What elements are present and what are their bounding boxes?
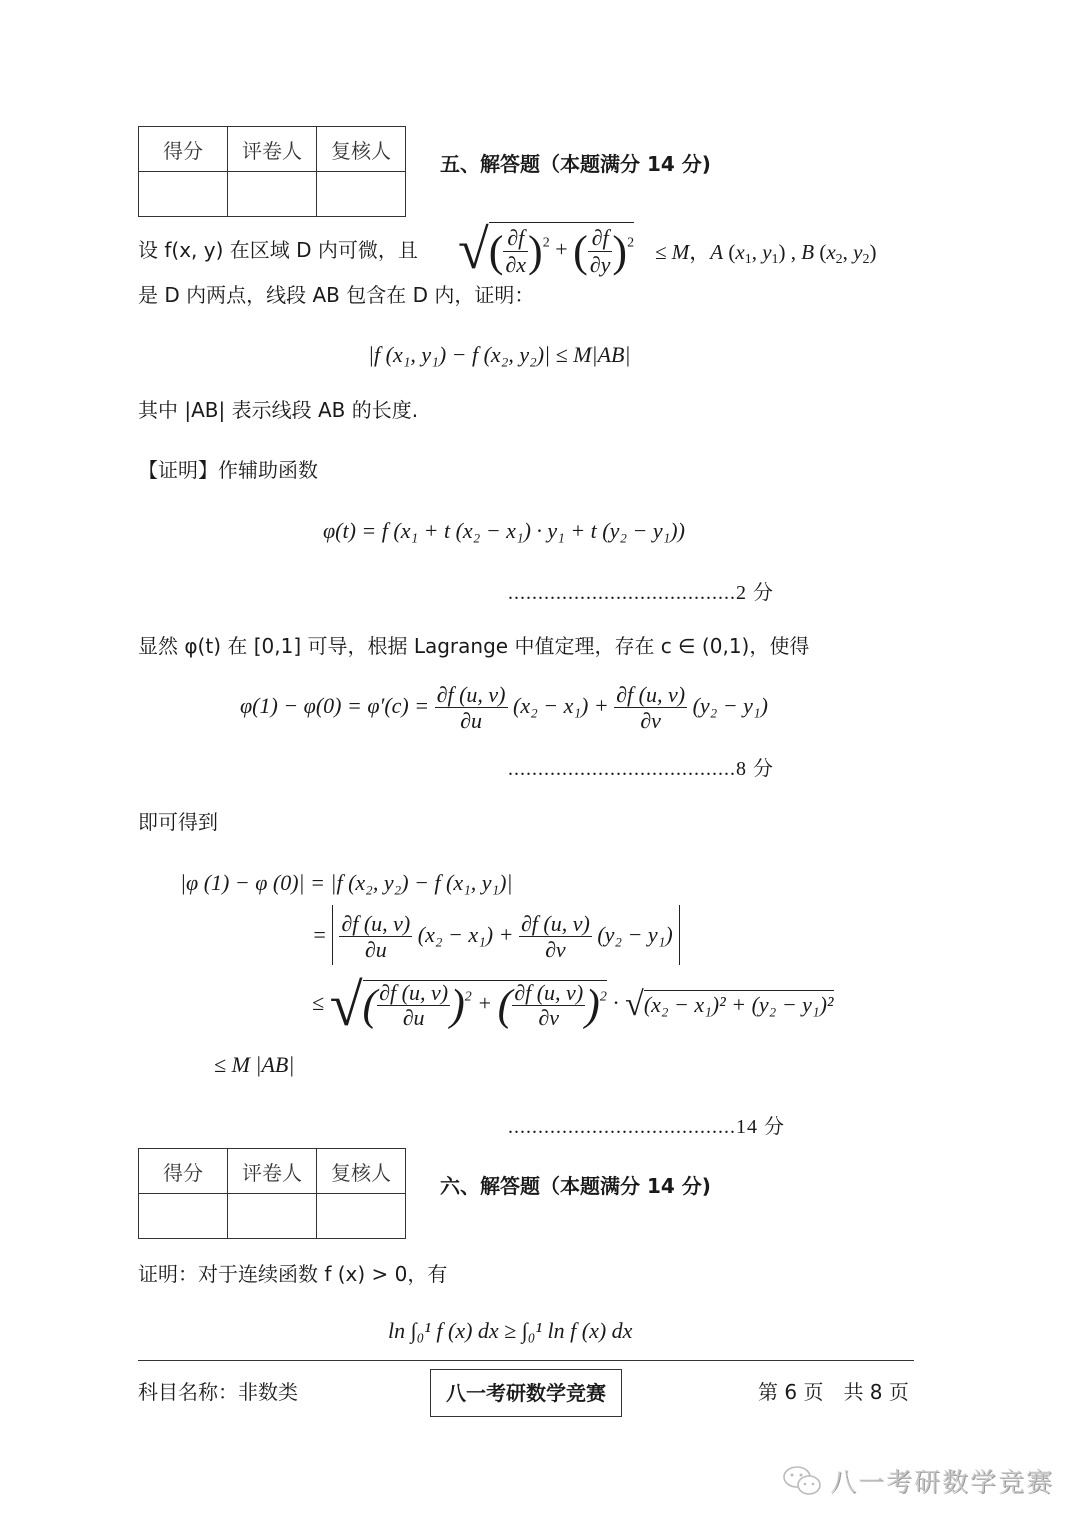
reviewer-cell[interactable] bbox=[317, 172, 406, 217]
grader-header: 评卷人 bbox=[228, 1149, 317, 1194]
watermark bbox=[782, 1462, 1054, 1499]
score-table-6 bbox=[138, 1148, 406, 1239]
sqrt-sign-icon: √ bbox=[625, 985, 644, 1023]
score-cell[interactable] bbox=[139, 172, 228, 217]
frac-num: ∂f (u, v) bbox=[379, 979, 449, 1005]
chain-line4: ≤ M |AB| bbox=[214, 1052, 295, 1077]
footer-page: 第 6 页 共 8 页 bbox=[758, 1380, 909, 1404]
problem5-line1-prefix: 设 f(x, y) 在区域 D 内可微，且 bbox=[138, 238, 418, 262]
grader-header: 评卷人 bbox=[228, 127, 317, 172]
sqrt-sign-icon: √ bbox=[458, 219, 489, 281]
score-mark-8: ......................................8 分 bbox=[508, 758, 774, 780]
frac-den-v: ∂v bbox=[538, 1004, 560, 1030]
frac-num: ∂f (u, v) bbox=[514, 979, 584, 1005]
footer-center-text: 八一考研数学竞赛 bbox=[446, 1381, 606, 1405]
score-cell[interactable] bbox=[139, 1194, 228, 1239]
wechat-icon bbox=[782, 1464, 824, 1498]
footer-rule bbox=[138, 1360, 914, 1361]
reviewer-header: 复核人 bbox=[317, 127, 406, 172]
score-header: 得分 bbox=[139, 127, 228, 172]
chain-line3: ≤ √( $\frac{\partial f (u, v)}{\partial u}$ )$^2$ + ( $\frac{\partial f (u, v)}{\partial v}$ )$^2$ · √(x₂ − x₁)² + (y₂ − y₁)² bbox=[312, 971, 834, 1038]
problem6-statement: 证明：对于连续函数 f (x) > 0，有 bbox=[138, 1262, 448, 1286]
gradient-bound-condition: √( $\frac{\partial f}{\partial x}$ )$^2$ + ( $\frac{\partial f}{\partial y}$ )$^2$ bbox=[458, 219, 635, 281]
chain-line2 bbox=[312, 905, 680, 965]
distance-sqrt: (x₂ − x₁)² + (y₂ − y₁)² bbox=[644, 990, 834, 1020]
equals-sign: = bbox=[312, 922, 327, 947]
score-mark-2: ......................................2 分 bbox=[508, 582, 774, 604]
problem5-claim: |f (x₁, y₁) − f (x₂, y₂)| ≤ M|AB| bbox=[368, 342, 631, 367]
aux-function: φ(t) = f (x₁ + t (x₂ − x₁) · y₁ + t (y₂ − y₁)) bbox=[323, 518, 685, 543]
watermark-text: 八一考研数学竞赛 bbox=[830, 1468, 1055, 1498]
lagrange-eq-left: φ(1) − φ(0) = φ′(c) = bbox=[240, 693, 430, 718]
chain-term1: (x₂ − x₁) + bbox=[417, 922, 514, 947]
frac-den-v: ∂v bbox=[545, 937, 566, 963]
chain-line1: |φ (1) − φ (0)| = |f (x₂, y₂) − f (x₁, y₁)| bbox=[180, 870, 513, 895]
lagrange-text: 显然 φ(t) 在 [0,1] 可导，根据 Lagrange 中值定理，存在 c ∈ (0,1)，使得 bbox=[138, 634, 810, 658]
frac-num: ∂f (u, v) bbox=[520, 911, 590, 937]
frac1-num: ∂f (u, v) bbox=[436, 682, 506, 708]
footer-center-box bbox=[430, 1369, 622, 1417]
section-title-5: 五、解答题（本题满分 14 分) bbox=[440, 152, 711, 176]
lagrange-term1: (x₂ − x₁) + bbox=[513, 693, 609, 718]
grader-cell[interactable] bbox=[228, 172, 317, 217]
chain-term2: (y₂ − y₁) bbox=[597, 922, 673, 947]
grader-cell[interactable] bbox=[228, 1194, 317, 1239]
frac2-den: ∂v bbox=[640, 708, 661, 734]
problem5-line2: 是 D 内两点，线段 AB 包含在 D 内，证明： bbox=[138, 283, 535, 307]
score-header: 得分 bbox=[139, 1149, 228, 1194]
sqrt-sign-icon: √ bbox=[329, 971, 363, 1038]
reviewer-header: 复核人 bbox=[317, 1149, 406, 1194]
reviewer-cell[interactable] bbox=[317, 1194, 406, 1239]
problem5-note: 其中 |AB| 表示线段 AB 的长度. bbox=[138, 398, 419, 422]
frac-den-u: ∂u bbox=[402, 1004, 425, 1030]
section-title-6: 六、解答题（本题满分 14 分) bbox=[440, 1174, 711, 1198]
problem6-inequality: ln ∫₀¹ f (x) dx ≥ ∫₀¹ ln f (x) dx bbox=[388, 1318, 633, 1343]
footer-subject: 科目名称：非数类 bbox=[138, 1380, 298, 1404]
frac2-num: ∂f (u, v) bbox=[616, 682, 686, 708]
problem5-line1-suffix: ≤ M，A ($x_1$, $y_1$) , B ($x_2$, $y_2$) bbox=[655, 240, 877, 267]
thus-text: 即可得到 bbox=[138, 810, 218, 834]
lagrange-term2: (y₂ − y₁) bbox=[692, 693, 768, 718]
frac-num: ∂f (u, v) bbox=[341, 911, 411, 937]
frac1-den: ∂u bbox=[460, 708, 482, 734]
score-table-5 bbox=[138, 126, 406, 217]
leq-sign: ≤ bbox=[312, 990, 325, 1015]
lagrange-equation bbox=[240, 676, 768, 736]
frac-den-u: ∂u bbox=[364, 937, 387, 963]
proof-heading: 【证明】作辅助函数 bbox=[138, 458, 318, 482]
score-mark-14: ......................................14 分 bbox=[508, 1116, 785, 1138]
